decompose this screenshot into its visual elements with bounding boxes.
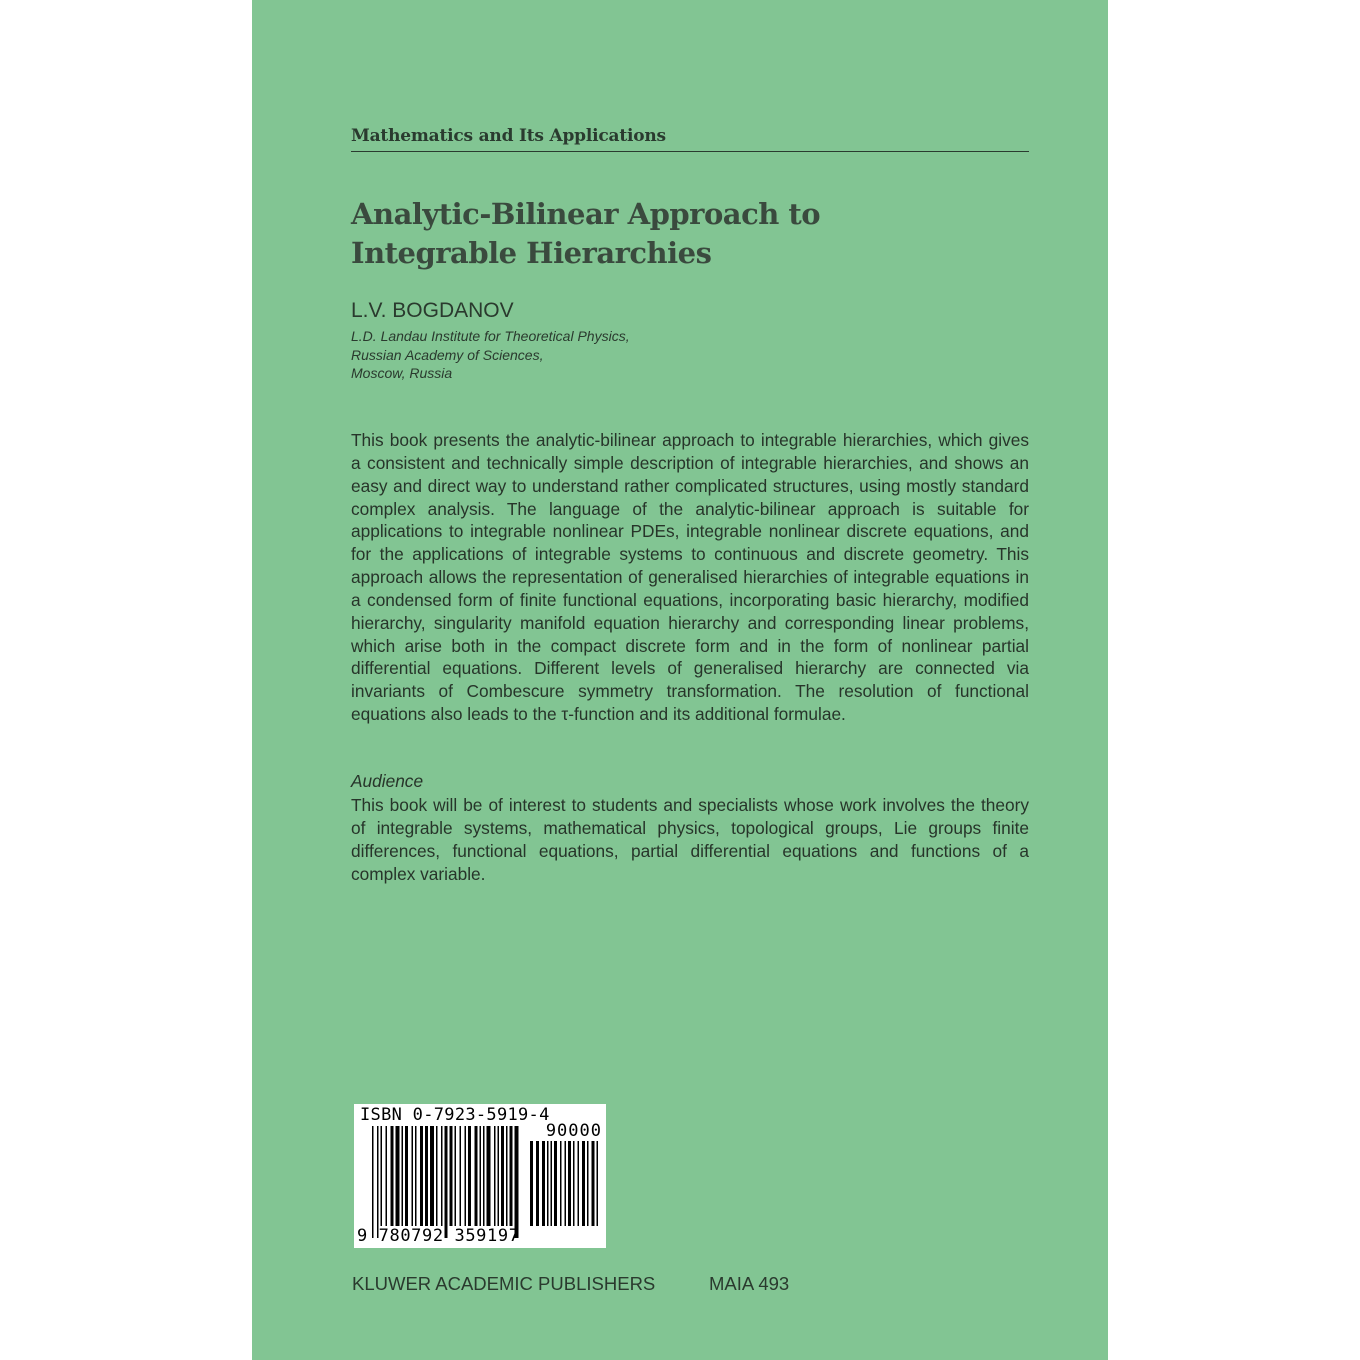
barcode-bar xyxy=(381,1126,383,1226)
barcode-bar xyxy=(455,1126,457,1226)
barcode-bar xyxy=(501,1126,504,1226)
author-affiliation xyxy=(351,327,630,383)
barcode-bar xyxy=(420,1126,423,1226)
barcode-bar xyxy=(468,1126,471,1226)
book-description: This book presents the analytic-bilinear approach to integrable hierarchies, which gives a consistent and technically simple description of integrable hierarchies, and shows an easy and direct way to understand rather complicated structures, using mostly standard complex analysis. The language of the analytic-bilinear approach is suitable for applications to integrable nonlinear PDEs, integrable nonlinear discrete equations, and for the applications of integrable systems to continuous and discrete geometry. This approach allows the representation of generalised hierarchies of integrable equations in a condensed form of finite functional equations, incorporating basic hierarchy, modified hierarchy, singularity manifold equation hierarchy and corresponding linear problems, which arise both in the compact discrete form and in the form of nonlinear partial differential equations. Different levels of generalised hierarchy are connected via invariants of Combescure symmetry transformation. The resolution of functional equations also leads to the τ-function and its additional formulae. xyxy=(351,430,1029,725)
barcode-bar xyxy=(465,1126,467,1226)
barcode-bar xyxy=(515,1126,519,1238)
audience-text: This book will be of interest to students and specialists whose work involves the theory of integrable systems, mathematical physics, topological groups, Lie groups finite differences, functional equations, partial differential equations and functions of a complex variable. xyxy=(351,795,1029,884)
book-title: Analytic-Bilinear Approach to Integrable Hierarchies xyxy=(351,197,821,270)
barcode-bar xyxy=(405,1126,408,1226)
series-name: Mathematics and Its Applications xyxy=(351,126,666,146)
barcode-bar xyxy=(425,1126,428,1226)
barcode-bar xyxy=(578,1141,580,1226)
barcode-bar xyxy=(430,1126,434,1226)
barcode-bar xyxy=(565,1141,567,1226)
barcode-bar xyxy=(480,1126,482,1226)
barcode-bar xyxy=(560,1141,562,1226)
barcode-bar xyxy=(415,1126,417,1226)
barcode-bar xyxy=(483,1126,485,1226)
barcode-bar xyxy=(391,1126,394,1226)
barcode-bar xyxy=(587,1141,589,1226)
series-number: MAIA 493 xyxy=(709,1273,790,1294)
barcode-bar xyxy=(372,1126,374,1238)
barcode-bar xyxy=(551,1141,553,1226)
audience-heading: Audience xyxy=(351,771,424,791)
barcode-bar xyxy=(445,1126,448,1238)
ean-digits: 9 780792 359197 xyxy=(357,1226,520,1246)
barcode-bar xyxy=(554,1141,557,1226)
barcode-bar xyxy=(386,1126,388,1226)
publisher-name: KLUWER ACADEMIC PUBLISHERS xyxy=(352,1273,656,1294)
affiliation-line: Moscow, Russia xyxy=(351,365,453,381)
barcode-bar xyxy=(542,1141,545,1226)
barcode-bar xyxy=(436,1126,438,1226)
affiliation-line: L.D. Landau Institute for Theoretical Physics, xyxy=(351,328,630,344)
barcode-bar xyxy=(441,1126,443,1226)
barcode-bar xyxy=(412,1126,414,1226)
barcode-bar xyxy=(475,1126,478,1226)
barcode-bar xyxy=(460,1126,462,1226)
barcode-bar xyxy=(592,1141,595,1226)
author-name: L.V. BOGDANOV xyxy=(351,299,514,322)
barcode-bar xyxy=(547,1141,549,1226)
barcode-bar xyxy=(450,1126,453,1226)
isbn-barcode xyxy=(354,1104,606,1248)
series-divider xyxy=(351,151,1029,152)
barcode-bar xyxy=(573,1141,575,1226)
barcode-bar xyxy=(498,1126,500,1226)
barcode-bar xyxy=(597,1141,599,1226)
barcode-addon-digits: 90000 xyxy=(545,1121,602,1141)
barcode-bar xyxy=(568,1141,571,1226)
barcode-bar xyxy=(530,1141,533,1226)
barcode-bar xyxy=(402,1126,404,1226)
barcode-bar xyxy=(494,1126,496,1226)
barcode-bar xyxy=(377,1126,379,1238)
barcode-bar xyxy=(510,1126,513,1226)
barcode-bar xyxy=(487,1126,491,1226)
barcode-bar xyxy=(396,1126,400,1226)
affiliation-line: Russian Academy of Sciences, xyxy=(351,346,544,363)
barcode-bar xyxy=(506,1126,508,1226)
isbn-label: ISBN 0-7923-5919-4 xyxy=(360,1105,550,1125)
barcode-bar xyxy=(582,1141,585,1226)
barcode-bar xyxy=(536,1141,539,1226)
